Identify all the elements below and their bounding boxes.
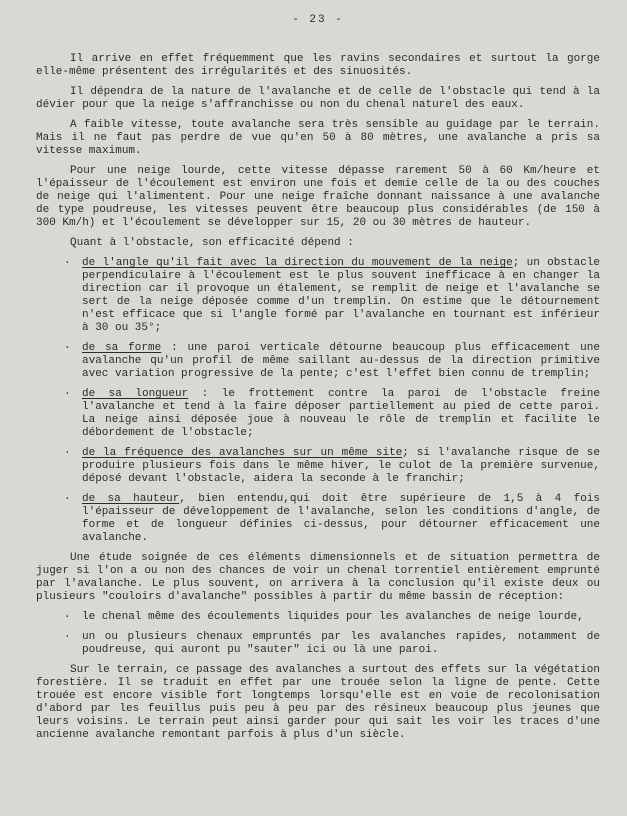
bullet-dot-icon: . [64, 609, 71, 621]
list-item-chenal-liquide [36, 611, 600, 624]
criterion-lead: de l'angle qu'il fait avec la direction du mouvement de la neige [82, 257, 513, 269]
list-item-longueur [36, 388, 600, 440]
bullet-dot-icon: . [64, 445, 71, 457]
option-text: le chenal même des écoulements liquides pour les avalanches de neige lourde, [82, 611, 584, 623]
list-item-angle [36, 257, 600, 335]
criterion-body: : le frottement contre la paroi de l'obstacle freine l'avalanche et tend à la faire déposer partiellement au pied de cette paroi. La neige ainsi déposée joue à nouveau le rôle de tremplin et facilite le débordement de l'obstacle; [82, 388, 600, 439]
paragraph-nature-avalanche: Il dépendra de la nature de l'avalanche et de celle de l'obstacle qui tend à la dévier pour que la neige s'affranchisse ou non du chenal naturel des eaux. [36, 86, 600, 111]
bullet-dot-icon: . [64, 255, 71, 267]
bullet-dot-icon: . [64, 340, 71, 352]
bullet-dot-icon: . [64, 629, 71, 641]
obstacle-criteria-list [36, 257, 600, 545]
criterion-lead: de sa forme [82, 342, 162, 354]
paragraph-obstacle-intro: Quant à l'obstacle, son efficacité dépend : [70, 237, 354, 249]
list-item-hauteur [36, 493, 600, 545]
couloir-options-list [36, 611, 600, 657]
paragraph-neige-lourde: Pour une neige lourde, cette vitesse dépasse rarement 50 à 60 Km/heure et l'épaisseur de l'écoulement est environ une fois et demie celle de la ou des couches de neige qui l'alimentent. Pour une neige fraîche donnant naissance à une avalanche de type poudreuse, les vitesses peuvent être beaucoup plus considérables (de 150 à 300 Km/h) et l'écoulement se développer sur 15, 20 ou 30 mètres de hauteur. [36, 165, 600, 229]
criterion-body: : une paroi verticale détourne beaucoup plus efficacement une avalanche qu'un profil de même saillant au-dessus de la direction primitive avec variation progressive de la pente; c'est l'effet bien connu de tremplin; [82, 342, 600, 380]
criterion-lead: de sa hauteur [82, 493, 180, 505]
list-item-forme [36, 342, 600, 381]
option-text: un ou plusieurs chenaux empruntés par les avalanches rapides, notamment de poudreuse, qui auront pu "sauter" ici ou là une paroi. [82, 631, 600, 656]
list-item-chenaux-rapides [36, 631, 600, 657]
paragraph-etude: Une étude soignée de ces éléments dimensionnels et de situation permettra de juger si l'on a ou non des chances de voir un chenal torrentiel entièrement emprunté par l'avalanche. Le plus souvent, on arrivera à la conclusion qu'il existe deux ou plusieurs "couloirs d'avalanche" possibles à partir du même bassin de réception: [36, 552, 600, 603]
criterion-body: , bien entendu,qui doit être supérieure de 1,5 à 4 fois l'épaisseur de développement de l'avalanche, selon les conditions d'angle, de forme et de longueur définies ci-dessus, pour détourner efficacement une avalanche. [82, 493, 600, 544]
paragraph-vitesse: A faible vitesse, toute avalanche sera très sensible au guidage par le terrain. Mais il ne faut pas perdre de vue qu'en 50 à 80 mètres, une avalanche a pris sa vitesse maximum. [36, 119, 600, 157]
page-number: - 23 - [292, 14, 344, 26]
paragraph-terrain: Sur le terrain, ce passage des avalanches a surtout des effets sur la végétation forestière. Il se traduit en effet par une trouée selon la ligne de pente. Cette trouée est encore visible fort longtemps lorsqu'elle est en voie de recolonisation d'abord par les feuillus puis peu à peu par des résineux beaucoup plus jeunes que leurs voisins. Le terrain peut ainsi garder pour qui sait les voir les traces d'une ancienne avalanche remontant parfois à plus d'un siècle. [36, 664, 600, 741]
criterion-body: ; si l'avalanche risque de se produire plusieurs fois dans le même hiver, le culot de la première survenue, déposé devant l'obstacle, aidera la seconde à le franchir; [82, 447, 600, 485]
criterion-body: ; un obstacle perpendiculaire à l'écoulement est le plus souvent inefficace à en changer la direction car il provoque un étalement, se remplit de neige et l'avalanche se sert de la neige déposée comme d'un tremplin. On estime que le détournement n'est efficace que si l'angle formé par l'avalanche en tournant est inférieur à 30 ou 35°; [82, 257, 600, 334]
list-item-frequence [36, 447, 600, 486]
criterion-lead: de sa longueur [82, 388, 189, 400]
bullet-dot-icon: . [64, 386, 71, 398]
bullet-dot-icon: . [64, 491, 71, 503]
paragraph-ravines: Il arrive en effet fréquemment que les ravins secondaires et surtout la gorge elle-même présentent des irrégularités et des sinuosités. [36, 53, 600, 78]
criterion-lead: de la fréquence des avalanches sur un même site [82, 447, 403, 459]
